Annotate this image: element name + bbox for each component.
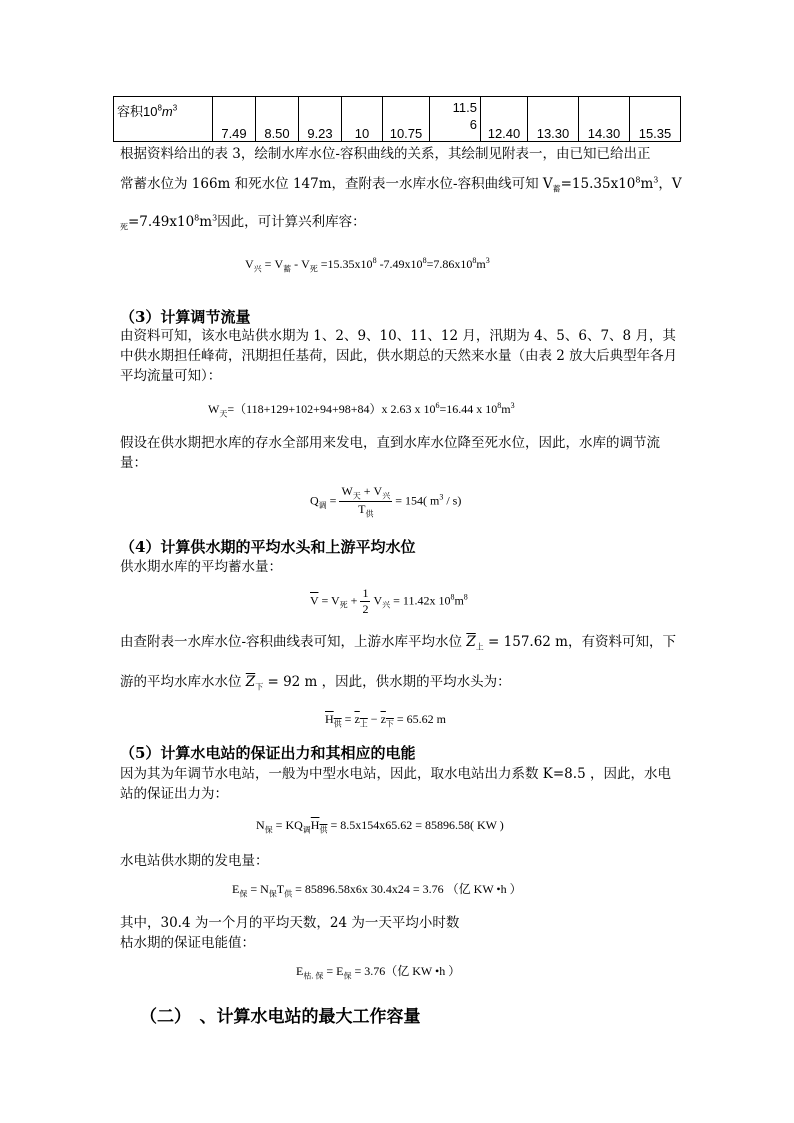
paragraph-line: 由查附表一水库水位-容积曲线表可知，上游水库平均水位 $\overline{Z}_上 = 157.62$ m，有资料可知，下: [120, 634, 676, 652]
section-heading: （二） 、计算水电站的最大工作容量: [140, 1007, 421, 1027]
formula-firm-output: $N_保 = KQ_调H_供 = 8.5x154x65.62 = 85896.58$( KW ): [256, 818, 504, 835]
table-cell: 14.30: [579, 97, 630, 142]
table-cell: 15.35: [630, 97, 681, 142]
formula-energy: $E_保 = N_保T_供 = 85896.58x6x$ 30.4x24 = 3.76 （亿 KW •h ）: [232, 882, 522, 899]
formula-dry-energy: $E_{枯. 保} = E_保 = 3.76$（亿 KW •h ）: [296, 964, 461, 981]
formula-useful-storage: $V_兴 = V_蓄 - V_死 =15.35x10^8$ $-7.49x10^8=7.86x10^8m^3$: [245, 256, 490, 274]
storage-volume-table: [113, 96, 681, 142]
paragraph-line: 游的平均水库水水位 $\overline{Z}_下 = 92$ m ，因此，供水期的平均水头为：: [120, 674, 511, 692]
paragraph: 假设在供水期把水库的存水全部用来发电，直到水库水位降至死水位，因此，水库的调节流量：: [120, 435, 660, 471]
paragraph: 供水期水库的平均蓄水量：: [120, 559, 282, 575]
heading-5: （5）计算水电站的保证出力和其相应的电能: [120, 744, 416, 762]
paragraph-line: 根据资料给出的表 3，绘制水库水位-容积曲线的关系，其绘制见附表一，由已知已给出正: [120, 146, 651, 162]
paragraph-line: 枯水期的保证电能值：: [120, 935, 255, 951]
table-cell: 8.50: [256, 97, 299, 142]
table-cell: 12.40: [481, 97, 528, 142]
table-cell: 10: [342, 97, 383, 142]
paragraph: 水电站供水期的发电量：: [120, 853, 269, 869]
table-cell: 9.23: [299, 97, 342, 142]
formula-average-storage: $\overline{V} = V_死$ + $\frac{1}{2}$ $V_兴 = 11.42x$ $10^8m^8$: [310, 586, 468, 616]
heading-3: （3）计算调节流量: [120, 308, 251, 326]
table-cell: 7.49: [213, 97, 256, 142]
paragraph-line: 其中，30.4 为一个月的平均天数，24 为一天平均小时数: [120, 915, 460, 931]
formula-natural-inflow: $W_天=(118+129+102+94+98+84)x$ 2.63 x $10^6=16.44$ x $10^8m^3$: [208, 401, 515, 419]
paragraph-line: $_死=7.49x10^8m^3$因此，可计算兴利库容：: [120, 213, 366, 232]
table-cell: 11.5 6: [430, 97, 481, 142]
table-header-cell: 容积$10^8m^3$: [114, 97, 213, 142]
formula-average-head: $H_供 = z_上 - z_下 = 65.62$ m: [325, 712, 446, 729]
table-cell: 10.75: [383, 97, 430, 142]
paragraph: 由资料可知，该水电站供水期为 1、2、9、10、11、12 月，汛期为 4、5、6、7、8 月，其中供水期担任峰荷，汛期担任基荷，因此，供水期总的天然来水量（由表 2 放大后典型年各月平均流量可知）：: [120, 328, 678, 384]
formula-regulated-flow: $Q_调$ = $\frac{W_天 + V_兴}{T_供}$ = 154( $m^3 / s$): [310, 484, 462, 519]
paragraph-line: 常蓄水位为 166m 和死水位 147m，查附表一水库水位-容积曲线可知 $V_蓄=15.35x10^8m^3$，V: [120, 175, 682, 194]
heading-4: （4）计算供水期的平均水头和上游平均水位: [120, 538, 416, 556]
paragraph: 因为其为年调节水电站，一般为中型水电站，因此，取水电站出力系数 K=8.5 ，因此，水电站的保证出力为：: [120, 766, 671, 802]
table-cell: 13.30: [528, 97, 579, 142]
